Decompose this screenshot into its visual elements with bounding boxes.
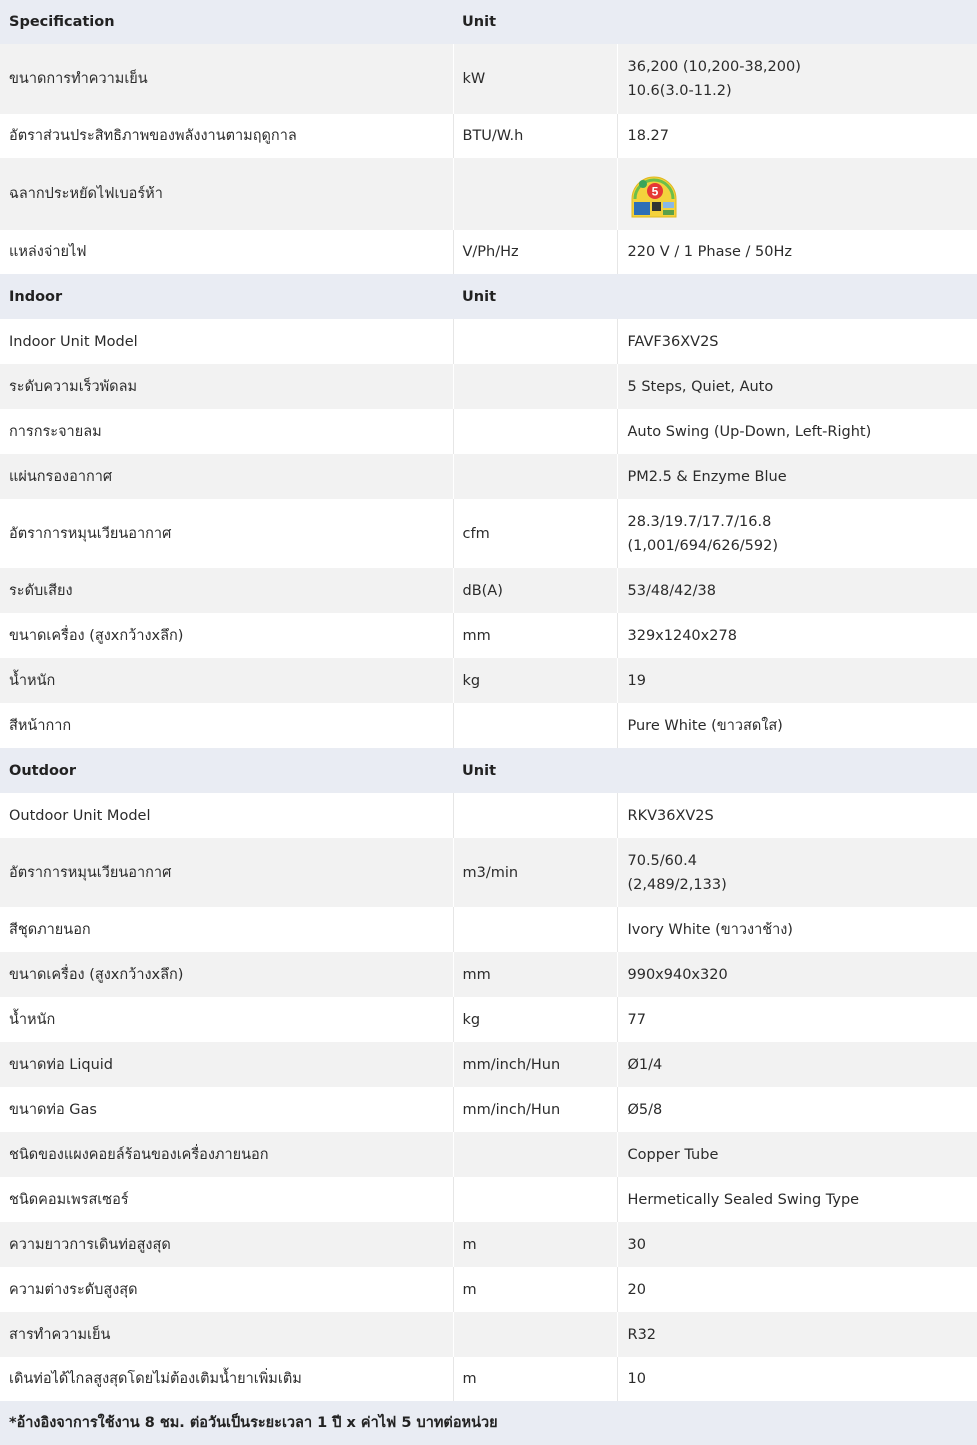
- row-value: 20: [617, 1267, 977, 1312]
- row-label: การกระจายลม: [0, 409, 453, 454]
- row-label: ระดับความเร็วพัดลม: [0, 364, 453, 409]
- row-value: [617, 499, 977, 568]
- row-unit: [453, 907, 617, 952]
- row-value: [617, 158, 977, 230]
- row-label: ความต่างระดับสูงสุด: [0, 1267, 453, 1312]
- row-value: 18.27: [617, 114, 977, 158]
- row-unit: kg: [453, 997, 617, 1042]
- table-row: [0, 997, 977, 1042]
- row-unit: [453, 409, 617, 454]
- row-value: [617, 838, 977, 907]
- row-unit: [453, 793, 617, 838]
- table-row: [0, 409, 977, 454]
- value-header: [617, 274, 977, 319]
- row-value: 53/48/42/38: [617, 568, 977, 613]
- row-label: สีหน้ากาก: [0, 703, 453, 748]
- row-label: ขนาดท่อ Gas: [0, 1087, 453, 1132]
- row-unit: [453, 1312, 617, 1357]
- row-unit: dB(A): [453, 568, 617, 613]
- row-label: สีชุดภายนอก: [0, 907, 453, 952]
- table-row: [0, 499, 977, 568]
- table-row: [0, 952, 977, 997]
- energy-label-no5-icon: [628, 169, 680, 219]
- row-unit: m: [453, 1222, 617, 1267]
- table-row: [0, 613, 977, 658]
- row-label: อัตราส่วนประสิทธิภาพของพลังงานตามฤดูกาล: [0, 114, 453, 158]
- row-label: สารทำความเย็น: [0, 1312, 453, 1357]
- row-unit: [453, 1132, 617, 1177]
- value-header: [617, 748, 977, 793]
- table-row: [0, 454, 977, 499]
- table-row: [0, 1177, 977, 1222]
- row-value: PM2.5 & Enzyme Blue: [617, 454, 977, 499]
- row-value: 990x940x320: [617, 952, 977, 997]
- table-row: [0, 793, 977, 838]
- row-label: ขนาดเครื่อง (สูงxกว้างxลึก): [0, 952, 453, 997]
- row-unit: [453, 703, 617, 748]
- row-value: Ø5/8: [617, 1087, 977, 1132]
- row-value: Copper Tube: [617, 1132, 977, 1177]
- table-row: [0, 568, 977, 613]
- unit-header: Unit: [453, 748, 617, 793]
- row-label: ชนิดของแผงคอยล์ร้อนของเครื่องภายนอก: [0, 1132, 453, 1177]
- row-label: ขนาดการทำความเย็น: [0, 44, 453, 114]
- row-label: น้ำหนัก: [0, 658, 453, 703]
- row-value: 5 Steps, Quiet, Auto: [617, 364, 977, 409]
- row-unit: mm/inch/Hun: [453, 1087, 617, 1132]
- footnote: *อ้างอิงจาการใช้งาน 8 ชม. ต่อวันเป็นระยะเวลา 1 ปี x ค่าไฟ 5 บาทต่อหน่วย: [0, 1401, 977, 1445]
- value-line-2: 10.6(3.0-11.2): [627, 83, 732, 99]
- table-row: [0, 907, 977, 952]
- row-value: R32: [617, 1312, 977, 1357]
- row-value: Ø1/4: [617, 1042, 977, 1087]
- table-row: [0, 1357, 977, 1401]
- table-row: [0, 1132, 977, 1177]
- unit-header: Unit: [453, 0, 617, 44]
- row-label: อัตราการหมุนเวียนอากาศ: [0, 499, 453, 568]
- row-unit: V/Ph/Hz: [453, 230, 617, 274]
- row-label: เดินท่อได้ไกลสูงสุดโดยไม่ต้องเติมน้ำยาเพิ่มเติม: [0, 1357, 453, 1401]
- row-value: Auto Swing (Up-Down, Left-Right): [617, 409, 977, 454]
- row-unit: mm/inch/Hun: [453, 1042, 617, 1087]
- section-header-indoor: [0, 274, 977, 319]
- row-value: Pure White (ขาวสดใส): [617, 703, 977, 748]
- table-row: [0, 658, 977, 703]
- table-row: [0, 1042, 977, 1087]
- table-row: [0, 1267, 977, 1312]
- row-unit: kg: [453, 658, 617, 703]
- row-value: RKV36XV2S: [617, 793, 977, 838]
- row-value: Ivory White (ขาวงาช้าง): [617, 907, 977, 952]
- table-row: [0, 158, 977, 230]
- row-label: น้ำหนัก: [0, 997, 453, 1042]
- row-unit: [453, 454, 617, 499]
- value-line-1: 28.3/19.7/17.7/16.8: [627, 513, 772, 530]
- row-value: 220 V / 1 Phase / 50Hz: [617, 230, 977, 274]
- row-label: ความยาวการเดินท่อสูงสุด: [0, 1222, 453, 1267]
- row-unit: cfm: [453, 499, 617, 568]
- row-value: Hermetically Sealed Swing Type: [617, 1177, 977, 1222]
- row-unit: m3/min: [453, 838, 617, 907]
- row-value: FAVF36XV2S: [617, 319, 977, 364]
- row-value: 30: [617, 1222, 977, 1267]
- section-title: Outdoor: [0, 748, 453, 793]
- value-line-2: (2,489/2,133): [627, 876, 727, 893]
- table-row: [0, 1312, 977, 1357]
- table-row: [0, 838, 977, 907]
- row-unit: BTU/W.h: [453, 114, 617, 158]
- row-label: ขนาดท่อ Liquid: [0, 1042, 453, 1087]
- row-unit: mm: [453, 613, 617, 658]
- footnote-row: [0, 1401, 977, 1445]
- table-row: [0, 364, 977, 409]
- row-value: 19: [617, 658, 977, 703]
- section-header-specification: [0, 0, 977, 44]
- row-unit: [453, 319, 617, 364]
- table-row: [0, 114, 977, 158]
- table-row: [0, 44, 977, 114]
- row-value: [617, 44, 977, 114]
- row-label: ฉลากประหยัดไฟเบอร์ห้า: [0, 158, 453, 230]
- row-unit: [453, 1177, 617, 1222]
- row-label: แผ่นกรองอากาศ: [0, 454, 453, 499]
- value-line-1: 70.5/60.4: [627, 852, 697, 869]
- row-label: Outdoor Unit Model: [0, 793, 453, 838]
- row-label: Indoor Unit Model: [0, 319, 453, 364]
- table-row: [0, 1087, 977, 1132]
- value-line-2: (1,001/694/626/592): [627, 537, 779, 554]
- section-header-outdoor: [0, 748, 977, 793]
- table-row: [0, 230, 977, 274]
- table-row: [0, 703, 977, 748]
- row-label: แหล่งจ่ายไฟ: [0, 230, 453, 274]
- value-line-1: 36,200 (10,200-38,200): [627, 59, 801, 75]
- row-unit: [453, 158, 617, 230]
- row-unit: mm: [453, 952, 617, 997]
- row-label: อัตราการหมุนเวียนอากาศ: [0, 838, 453, 907]
- table-row: [0, 319, 977, 364]
- row-label: ชนิดคอมเพรสเซอร์: [0, 1177, 453, 1222]
- row-value: 77: [617, 997, 977, 1042]
- row-unit: m: [453, 1267, 617, 1312]
- energy-label-number: 5: [651, 184, 658, 199]
- table-row: [0, 1222, 977, 1267]
- unit-header: Unit: [453, 274, 617, 319]
- row-unit: kW: [453, 44, 617, 114]
- row-label: ระดับเสียง: [0, 568, 453, 613]
- section-title: Specification: [0, 0, 453, 44]
- row-label: ขนาดเครื่อง (สูงxกว้างxลึก): [0, 613, 453, 658]
- row-unit: [453, 364, 617, 409]
- row-value: 329x1240x278: [617, 613, 977, 658]
- section-title: Indoor: [0, 274, 453, 319]
- value-header: [617, 0, 977, 44]
- row-value: 10: [617, 1357, 977, 1401]
- row-unit: m: [453, 1357, 617, 1401]
